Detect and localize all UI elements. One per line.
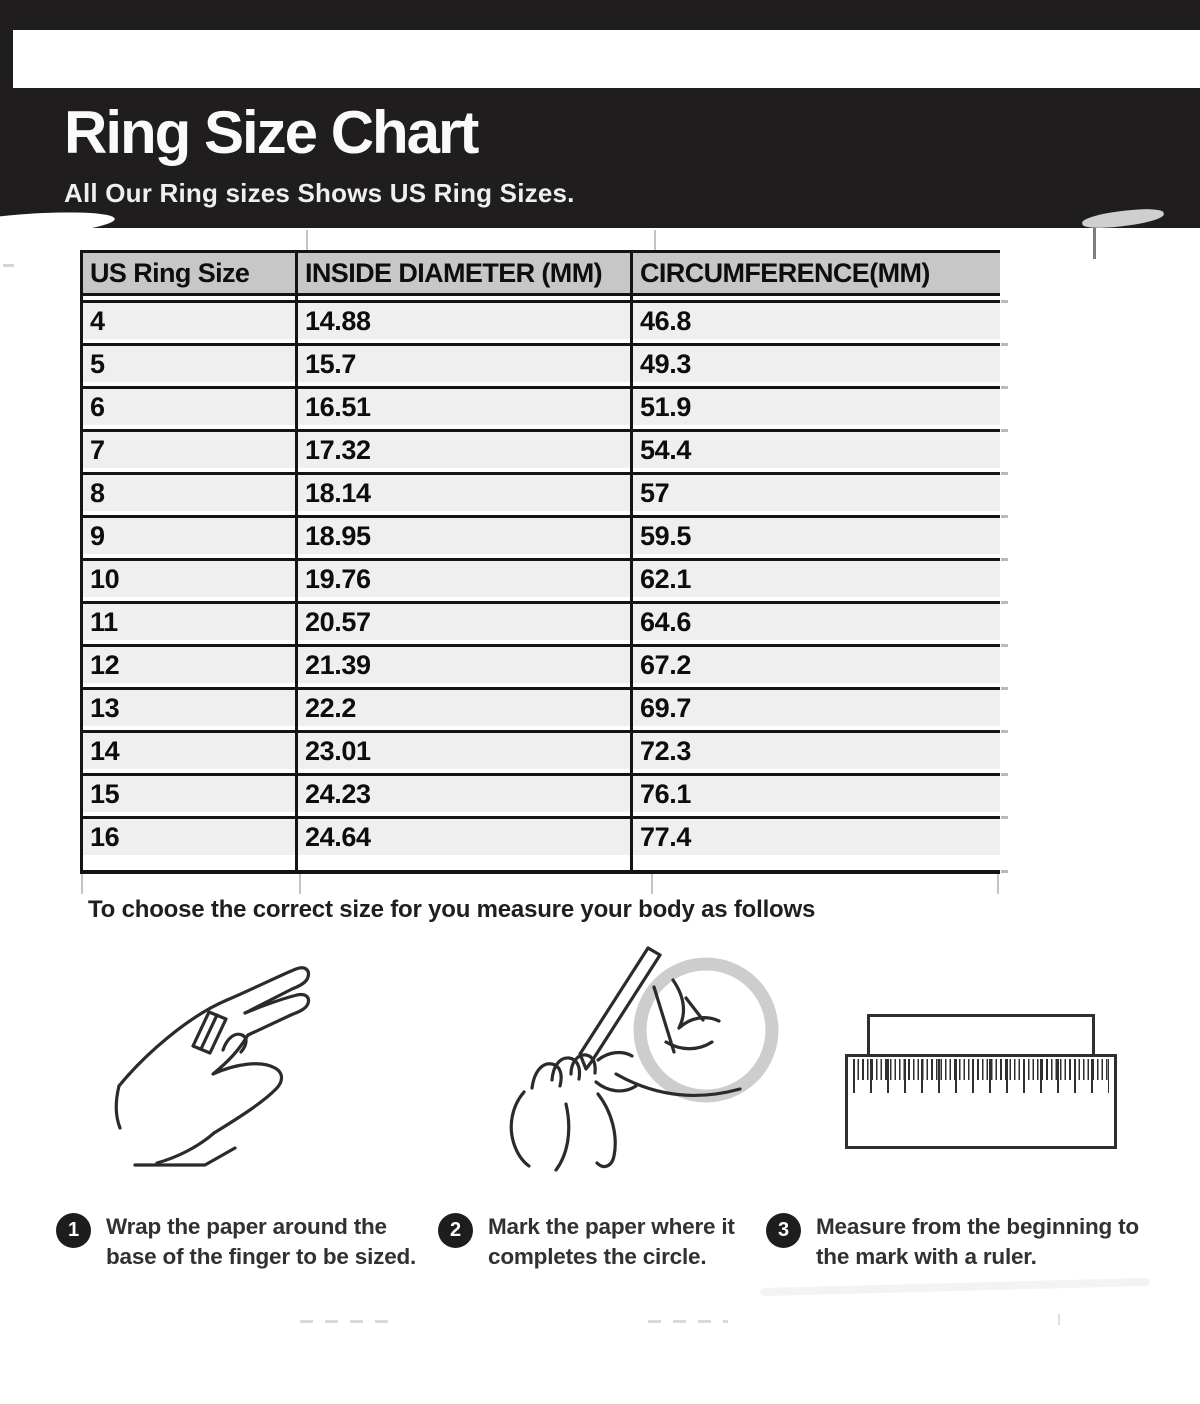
table-row: [80, 386, 1000, 425]
table-row: [80, 601, 1000, 640]
table-cell: 51.9: [640, 392, 691, 422]
scan-artifact-dashes: [300, 1320, 392, 1323]
table-row: [80, 816, 1000, 855]
step-text-line: base of the finger to be sized.: [106, 1243, 417, 1269]
table-cell: 16.51: [305, 392, 371, 422]
table-column-divider: [295, 250, 298, 874]
step-text-line: completes the circle.: [488, 1243, 707, 1269]
table-cell: 77.4: [640, 822, 691, 852]
row-line-tick: [1001, 601, 1008, 604]
table-cell: 11: [90, 607, 118, 637]
step-2: [438, 1212, 735, 1272]
step-3: [766, 1212, 1139, 1272]
table-cell: 10: [90, 564, 120, 594]
row-line-tick: [1001, 343, 1008, 346]
table-bottom-border: [80, 870, 1000, 874]
table-cell: 59.5: [640, 521, 691, 551]
table-cell: 67.2: [640, 650, 691, 680]
table-cell: 6: [90, 392, 105, 422]
gridline-stub: [3, 264, 14, 267]
table-row: [80, 687, 1000, 726]
step-3-number-badge: 3: [766, 1213, 801, 1248]
table-cell: 8: [90, 478, 105, 508]
table-cell: 76.1: [640, 779, 691, 809]
table-cell: 4: [90, 306, 105, 336]
table-cell: 5: [90, 349, 105, 379]
gridline-stub: [997, 874, 999, 894]
step-2-number-badge: 2: [438, 1213, 473, 1248]
row-line-tick: [1001, 870, 1008, 873]
table-cell: 49.3: [640, 349, 691, 379]
step-text-line: the mark with a ruler.: [816, 1243, 1037, 1269]
table-rows: [80, 300, 1000, 855]
row-line-tick: [1001, 687, 1008, 690]
table-cell: 24.64: [305, 822, 371, 852]
page-subtitle: All Our Ring sizes Shows US Ring Sizes.: [64, 178, 575, 208]
table-cell: 15: [90, 779, 120, 809]
gridline-stub: [306, 230, 308, 251]
table-cell: 46.8: [640, 306, 691, 336]
table-row: [80, 558, 1000, 597]
table-row: [80, 472, 1000, 511]
column-header-inside-diameter: INSIDE DIAMETER (MM): [305, 258, 602, 288]
table-row: [80, 515, 1000, 554]
step-2-text: [488, 1212, 735, 1272]
row-line-tick: [1001, 773, 1008, 776]
pencil-marking-icon: [448, 942, 788, 1192]
table-row: [80, 773, 1000, 812]
row-line-tick: [1001, 730, 1008, 733]
row-line-tick: [1001, 429, 1008, 432]
step-text-line: Measure from the beginning to: [816, 1214, 1139, 1239]
row-line-tick: [1001, 515, 1008, 518]
step-text-line: Wrap the paper around the: [106, 1214, 387, 1239]
table-cell: 69.7: [640, 693, 691, 723]
table-cell: 14: [90, 736, 120, 766]
ruler-illustration: [845, 1008, 1120, 1153]
table-cell: 9: [90, 521, 105, 551]
table-cell: 21.39: [305, 650, 371, 680]
step-3-text: [816, 1212, 1139, 1272]
table-cell: 62.1: [640, 564, 691, 594]
hand-with-paper-illustration: [105, 958, 375, 1193]
table-cell: 16: [90, 822, 120, 852]
table-cell: 13: [90, 693, 120, 723]
column-header-us-ring-size: US Ring Size: [90, 258, 250, 288]
paper-strip-shape: [867, 1014, 1095, 1058]
marking-paper-illustration: [448, 942, 788, 1192]
row-line-tick: [1001, 472, 1008, 475]
scan-artifact-swoosh: [0, 208, 116, 242]
gridline-stub: [1093, 228, 1096, 259]
row-line-tick: [1001, 644, 1008, 647]
row-line-tick: [1001, 386, 1008, 389]
gridline-stub: [654, 230, 656, 251]
banner-white-band: [13, 30, 1200, 88]
table-cell: 19.76: [305, 564, 371, 594]
table-cell: 24.23: [305, 779, 371, 809]
gridline-stub: [81, 874, 83, 894]
row-line-tick: [1001, 558, 1008, 561]
table-cell: 57: [640, 478, 670, 508]
gridline-stub: [651, 874, 653, 894]
table-cell: 14.88: [305, 306, 371, 336]
table-row: [80, 644, 1000, 683]
table-cell: 17.32: [305, 435, 371, 465]
table-cell: 64.6: [640, 607, 691, 637]
measure-instructions-heading: To choose the correct size for you measure your body as follows: [88, 896, 816, 923]
table-cell: 22.2: [305, 693, 356, 723]
row-line-tick: [1001, 816, 1008, 819]
column-header-circumference: CIRCUMFERENCE(MM): [640, 258, 930, 288]
gridline-stub: [299, 874, 301, 894]
step-1-text: [106, 1212, 416, 1272]
page-title: Ring Size Chart: [64, 99, 478, 166]
step-1: [56, 1212, 416, 1272]
table-cell: 18.95: [305, 521, 371, 551]
table-cell: 20.57: [305, 607, 371, 637]
table-header-row: [80, 250, 1000, 296]
step-1-number-badge: 1: [56, 1213, 91, 1248]
table-cell: 72.3: [640, 736, 691, 766]
table-cell: 15.7: [305, 349, 356, 379]
scan-artifact-tick: [1058, 1314, 1060, 1325]
ring-size-table: [80, 250, 1000, 874]
scan-artifact-streak: [760, 1278, 1150, 1296]
step-text-line: Mark the paper where it: [488, 1214, 735, 1239]
table-left-border: [80, 250, 83, 874]
table-cell: 12: [90, 650, 120, 680]
table-cell: 7: [90, 435, 105, 465]
scan-artifact-dashes: [648, 1320, 728, 1323]
ruler-minor-ticks: [853, 1059, 1109, 1080]
table-cell: 18.14: [305, 478, 371, 508]
table-column-divider: [630, 250, 633, 874]
table-row: [80, 343, 1000, 382]
table-row: [80, 429, 1000, 468]
row-line-tick: [1001, 300, 1008, 303]
table-row: [80, 730, 1000, 769]
banner: [0, 0, 1200, 228]
ruler-icon: [845, 1054, 1117, 1149]
table-row: [80, 300, 1000, 339]
hand-with-paper-icon: [105, 958, 375, 1193]
table-cell: 23.01: [305, 736, 371, 766]
table-cell: 54.4: [640, 435, 691, 465]
